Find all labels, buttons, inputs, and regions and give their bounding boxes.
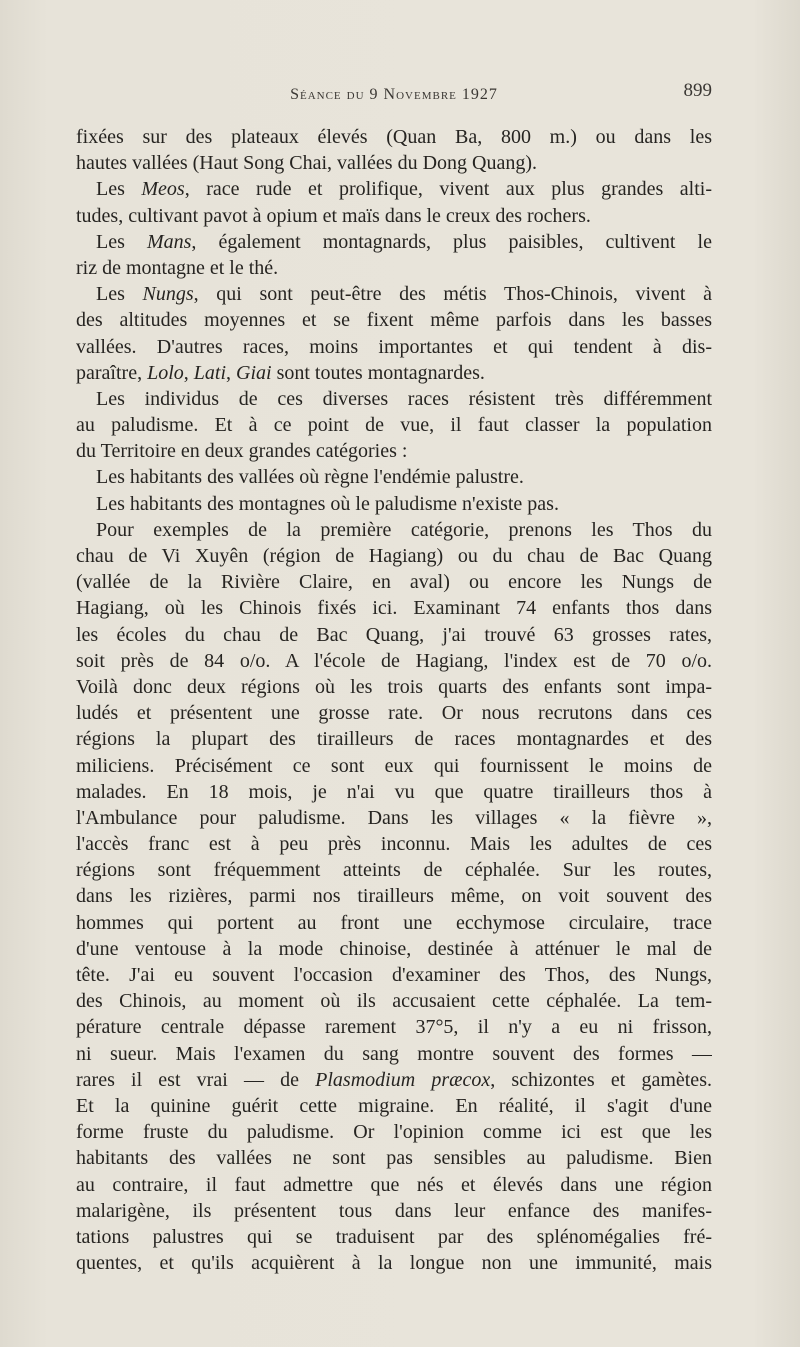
text-line: des Chinois, au moment où ils accusaient cette céphalée. La tem- xyxy=(76,990,712,1013)
running-header xyxy=(76,80,712,110)
text-line: paraître, Lolo, Lati, Giai sont toutes montagnardes. xyxy=(76,361,485,384)
text-line: d'une ventouse à la mode chinoise, destinée à atténuer le mal de xyxy=(76,937,712,960)
text-line: au paludisme. Et à ce point de vue, il faut classer la population xyxy=(76,414,712,437)
text-line: des altitudes moyennes et se fixent même parfois dans les basses xyxy=(76,309,712,332)
text-line: dans les rizières, parmi nos tirailleurs même, on voit souvent des xyxy=(76,885,712,908)
text-line: les écoles du chau de Bac Quang, j'ai trouvé 63 grosses rates, xyxy=(76,623,712,646)
text-line: Pour exemples de la première catégorie, prenons les Thos du xyxy=(96,518,712,541)
text-line: habitants des vallées ne sont pas sensibles au paludisme. Bien xyxy=(76,1147,712,1170)
text-line: malades. En 18 mois, je n'ai vu que quatre tirailleurs thos à xyxy=(76,780,712,803)
text-line: tête. J'ai eu souvent l'occasion d'examiner des Thos, des Nungs, xyxy=(76,964,712,986)
page-number: 899 xyxy=(683,80,712,101)
body-text xyxy=(76,124,712,1276)
text-line: forme fruste du paludisme. Or l'opinion comme ici est que les xyxy=(76,1121,712,1144)
text-line: l'Ambulance pour paludisme. Dans les villages « la fièvre », xyxy=(76,806,712,829)
text-line: au contraire, il faut admettre que nés et élevés dans une région xyxy=(76,1173,712,1196)
text-line: chau de Vi Xuyên (région de Hagiang) ou du chau de Bac Quang xyxy=(76,545,712,567)
text-line: tudes, cultivant pavot à opium et maïs dans le creux des rochers. xyxy=(76,204,591,227)
text-line: Voilà donc deux régions où les trois quarts des enfants sont impa- xyxy=(76,675,712,698)
text-line: Les habitants des vallées où règne l'endémie palustre. xyxy=(96,466,524,489)
text-line: quentes, et qu'ils acquièrent à la longue non une immunité, mais xyxy=(76,1252,712,1275)
text-line: rares il est vrai — de Plasmodium præcox, schizontes et gamètes. xyxy=(76,1068,712,1091)
text-line: hommes qui portent au front une ecchymose circulaire, trace xyxy=(76,911,712,934)
text-line: miliciens. Précisément ce sont eux qui fournissent le moins de xyxy=(76,754,712,777)
text-line: Les Nungs, qui sont peut-être des métis Thos-Chinois, vivent à xyxy=(96,283,712,306)
text-line: vallées. D'autres races, moins importantes et qui tendent à dis- xyxy=(76,335,712,358)
text-line: Les Mans, également montagnards, plus paisibles, cultivent le xyxy=(96,230,712,253)
text-line: du Territoire en deux grandes catégories : xyxy=(76,440,408,463)
text-line: Et la quinine guérit cette migraine. En réalité, il s'agit d'une xyxy=(76,1094,712,1117)
text-line: ni sueur. Mais l'examen du sang montre souvent des formes — xyxy=(76,1042,712,1065)
text-line: malarigène, ils présentent tous dans leur enfance des manifes- xyxy=(76,1199,712,1222)
text-line: riz de montagne et le thé. xyxy=(76,256,279,279)
text-line: soit près de 84 o/o. A l'école de Hagiang, l'index est de 70 o/o. xyxy=(76,649,712,672)
text-line: régions la plupart des tirailleurs de races montagnardes et des xyxy=(76,728,712,751)
text-line: Hagiang, où les Chinois fixés ici. Examinant 74 enfants thos dans xyxy=(76,597,712,620)
text-line: Les individus de ces diverses races résistent très différemment xyxy=(96,387,712,410)
text-line: Les Meos, race rude et prolifique, vivent aux plus grandes alti- xyxy=(96,178,712,201)
text-line: régions sont fréquemment atteints de céphalée. Sur les routes, xyxy=(76,859,712,882)
text-line: tations palustres qui se traduisent par des splénomégalies fré- xyxy=(76,1225,712,1248)
header-title: Séance du 9 Novembre 1927 xyxy=(290,86,498,103)
text-line: Les habitants des montagnes où le paludisme n'existe pas. xyxy=(96,492,559,515)
text-line: (vallée de la Rivière Claire, en aval) ou encore les Nungs de xyxy=(76,571,712,594)
text-line: ludés et présentent une grosse rate. Or nous recrutons dans ces xyxy=(76,702,712,725)
text-line: hautes vallées (Haut Song Chai, vallées du Dong Quang). xyxy=(76,152,538,175)
text-line: fixées sur des plateaux élevés (Quan Ba, 800 m.) ou dans les xyxy=(76,126,712,148)
text-line: l'accès franc est à peu près inconnu. Mais les adultes de ces xyxy=(76,833,712,856)
text-line: pérature centrale dépasse rarement 37°5, il n'y a eu ni frisson, xyxy=(76,1016,712,1039)
